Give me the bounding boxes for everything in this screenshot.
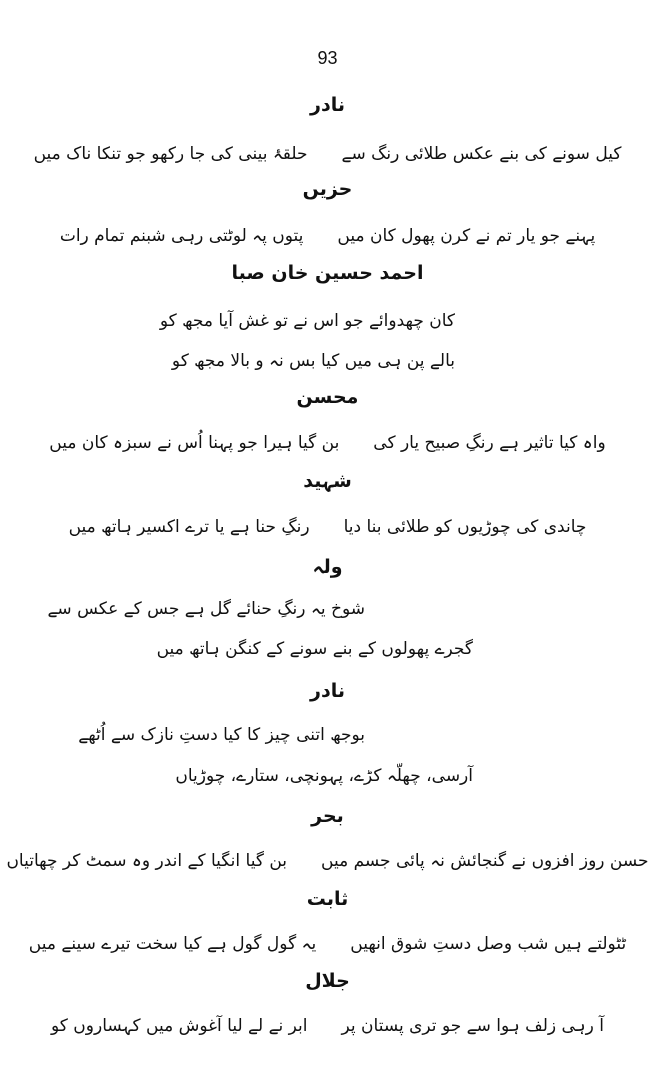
poet-heading: جلال (305, 970, 350, 992)
verse-misra-right: کیل سونے کی بنے عکس طلائی رنگ سے (341, 144, 622, 164)
verse-line (0, 516, 655, 538)
verse-misra-right: ٹٹولتے ہیں شب وصل دستِ شوق انھیں (350, 934, 627, 954)
poet-heading: نادر (310, 94, 345, 116)
verse-misra-left: بن گیا ہیرا جو پہنا اُس نے سبزہ کان میں (49, 433, 340, 453)
verse-misra-left: رنگِ حنا ہے یا ترے اکسیر ہاتھ میں (68, 517, 310, 537)
verse-misra-right: آ رہی زلف ہوا سے جو تری پستان پر (341, 1016, 604, 1036)
verse-line (0, 432, 655, 454)
verse-line (0, 225, 655, 247)
verse-line: شوخ یہ رنگِ حنائے گل ہے جس کے عکس سے (47, 599, 365, 619)
poet-heading: بحر (311, 805, 344, 827)
verse-line: کان چھدوائے جو اس نے تو غش آیا مجھ کو (159, 311, 455, 331)
verse-misra-left: بن گیا انگیا کے اندر وہ سمٹ کر چھاتیاں (6, 851, 287, 871)
verse-line (0, 143, 655, 165)
verse-line: بالے پن ہی میں کیا بس نہ و بالا مجھ کو (171, 351, 455, 371)
poet-heading: نادر (310, 680, 345, 702)
verse-line: آرسی، چھلّہ کڑے، پہونچی، ستارے، چوڑیاں (175, 766, 473, 786)
verse-misra-left: پتوں پہ لوٹتی رہی شبنم تمام رات (59, 226, 304, 246)
poet-heading: محسن (296, 386, 359, 408)
verse-misra-right: پہنے جو یار تم نے کرن پھول کان میں (337, 226, 596, 246)
verse-line (0, 1015, 655, 1037)
poet-heading: ثابت (306, 888, 349, 910)
poet-heading: ولہ (312, 556, 343, 578)
verse-misra-left: یہ گول گول ہے کیا سخت تیرے سینے میں (28, 934, 317, 954)
page-number: 93 (317, 48, 338, 68)
poet-heading: احمد حسین خان صبا (231, 262, 424, 284)
verse-line: بوجھ اتنی چیز کا کیا دستِ نازک سے اُٹھے (78, 725, 365, 745)
poet-heading: حزیں (302, 178, 353, 200)
verse-line (0, 850, 655, 872)
verse-misra-left: حلقۂ بینی کی جا رکھو جو تنکا ناک میں (33, 144, 308, 164)
verse-line (0, 933, 655, 955)
verse-misra-right: واہ کیا تاثیر ہے رنگِ صبیح یار کی (373, 433, 606, 453)
verse-misra-left: ابر نے لے لیا آغوش میں کہساروں کو (51, 1016, 308, 1036)
verse-misra-right: چاندی کی چوڑیوں کو طلائی بنا دیا (343, 517, 587, 537)
verse-misra-right: حسن روز افزوں نے گنجائش نہ پائی جسم میں (321, 851, 649, 871)
poet-heading: شہید (303, 470, 352, 492)
verse-line: گجرے پھولوں کے بنے سونے کے کنگن ہاتھ میں (156, 639, 473, 659)
